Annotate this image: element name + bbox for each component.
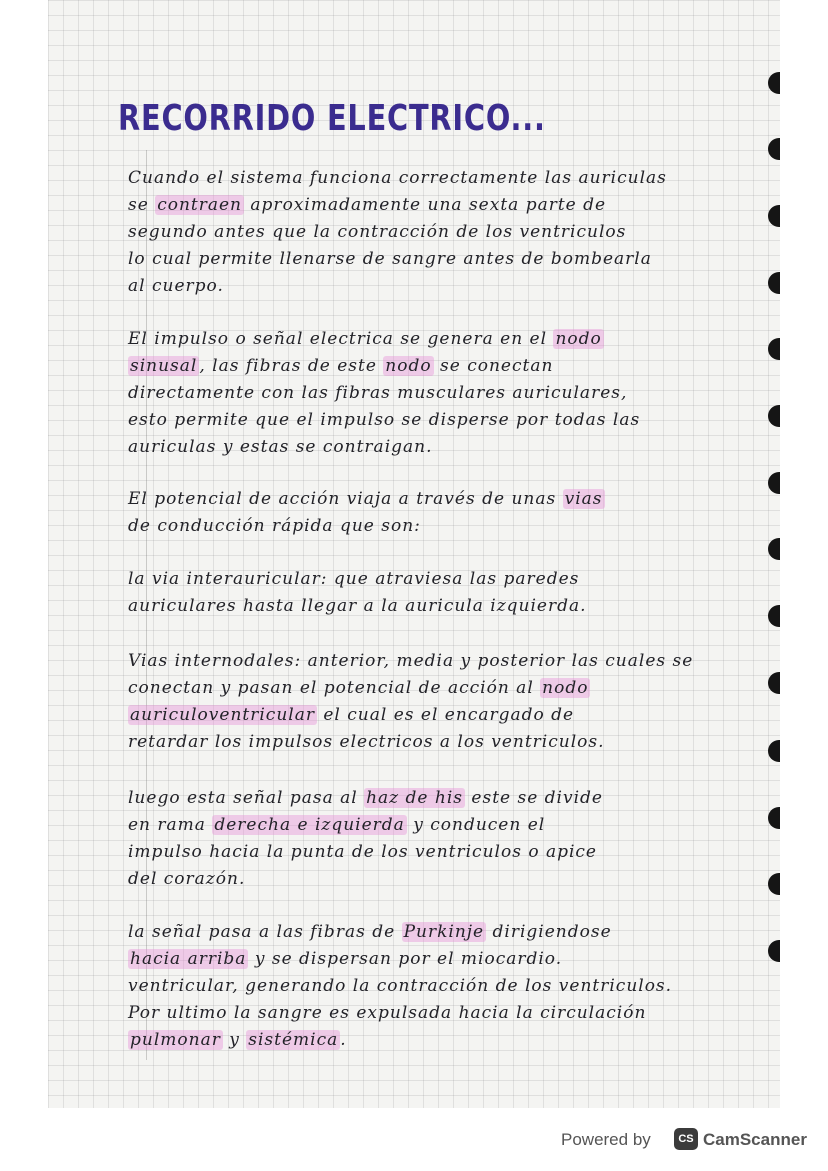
text-line: retardar los impulsos electricos a los ventriculos. xyxy=(128,732,605,752)
binder-hole xyxy=(768,605,780,627)
binder-hole xyxy=(768,672,780,694)
text-line: en rama derecha e izquierda y conducen el xyxy=(128,815,546,835)
binder-hole xyxy=(768,338,780,360)
binder-hole xyxy=(768,472,780,494)
text-line: del corazón. xyxy=(128,869,246,889)
highlight-mark: haz de his xyxy=(366,788,463,808)
highlight-mark: derecha e izquierda xyxy=(214,815,405,835)
text-line: El potencial de acción viaja a través de unas vias xyxy=(128,489,603,509)
page-title: RECORRIDO ELECTRICO... xyxy=(118,98,546,139)
binder-hole xyxy=(768,272,780,294)
text-line: hacia arriba y se dispersan por el miocardio. xyxy=(130,949,563,969)
text-line: Vias internodales: anterior, media y posterior las cuales se xyxy=(128,651,694,671)
highlight-mark: auriculoventricular xyxy=(130,705,315,725)
text-line: auriculoventricular el cual es el encargado de xyxy=(130,705,575,725)
binder-hole xyxy=(768,740,780,762)
binder-hole xyxy=(768,205,780,227)
highlight-mark: Purkinje xyxy=(403,922,485,942)
highlight-mark: sinusal xyxy=(130,356,198,376)
text-line: al cuerpo. xyxy=(128,276,224,296)
binder-hole xyxy=(768,807,780,829)
text-line: esto permite que el impulso se disperse por todas las xyxy=(128,410,641,430)
text-line: Cuando el sistema funciona correctamente las auriculas xyxy=(128,168,667,188)
text-line: impulso hacia la punta de los ventriculos o apice xyxy=(128,842,597,862)
text-line: El impulso o señal electrica se genera en el nodo xyxy=(128,329,602,349)
text-line: ventricular, generando la contracción de los ventriculos. xyxy=(128,976,673,996)
text-line: directamente con las fibras musculares auriculares, xyxy=(128,383,628,403)
highlight-mark: contraen xyxy=(157,195,243,215)
text-line: luego esta señal pasa al haz de his este se divide xyxy=(128,788,603,808)
text-line: auriculares hasta llegar a la auricula izquierda. xyxy=(128,596,587,616)
text-line: segundo antes que la contracción de los ventriculos xyxy=(128,222,627,242)
text-line: de conducción rápida que son: xyxy=(128,516,421,536)
binder-hole xyxy=(768,538,780,560)
highlight-mark: nodo xyxy=(542,678,589,698)
binder-holes xyxy=(740,0,780,1108)
text-line: pulmonar y sistémica . xyxy=(130,1030,347,1050)
binder-hole xyxy=(768,940,780,962)
highlight-mark: nodo xyxy=(385,356,432,376)
text-line: Por ultimo la sangre es expulsada hacia la circulación xyxy=(128,1003,647,1023)
notebook-page xyxy=(48,0,780,1111)
binder-hole xyxy=(768,405,780,427)
binder-hole xyxy=(768,873,780,895)
text-line: lo cual permite llenarse de sangre antes de bombearla xyxy=(128,249,652,269)
text-line: conectan y pasan el potencial de acción al nodo xyxy=(128,678,589,698)
binder-hole xyxy=(768,138,780,160)
text-line: sinusal , las fibras de este nodo se conectan xyxy=(130,356,554,376)
highlight-mark: pulmonar xyxy=(130,1030,221,1050)
camscanner-brand: CamScanner xyxy=(703,1130,807,1149)
text-line: la señal pasa a las fibras de Purkinje dirigiendose xyxy=(128,922,612,942)
highlight-mark: nodo xyxy=(555,329,602,349)
binder-hole xyxy=(768,72,780,94)
camscanner-logo-icon: CS xyxy=(674,1128,698,1150)
highlight-mark: hacia arriba xyxy=(130,949,247,969)
highlight-mark: sistémica xyxy=(248,1030,339,1050)
highlight-mark: vias xyxy=(564,489,603,509)
powered-by-label: Powered by xyxy=(561,1130,651,1149)
text-line: la via interauricular: que atraviesa las paredes xyxy=(128,569,580,589)
text-line: auriculas y estas se contraigan. xyxy=(128,437,433,457)
text-line: se contraen aproximadamente una sexta parte de xyxy=(128,195,607,215)
